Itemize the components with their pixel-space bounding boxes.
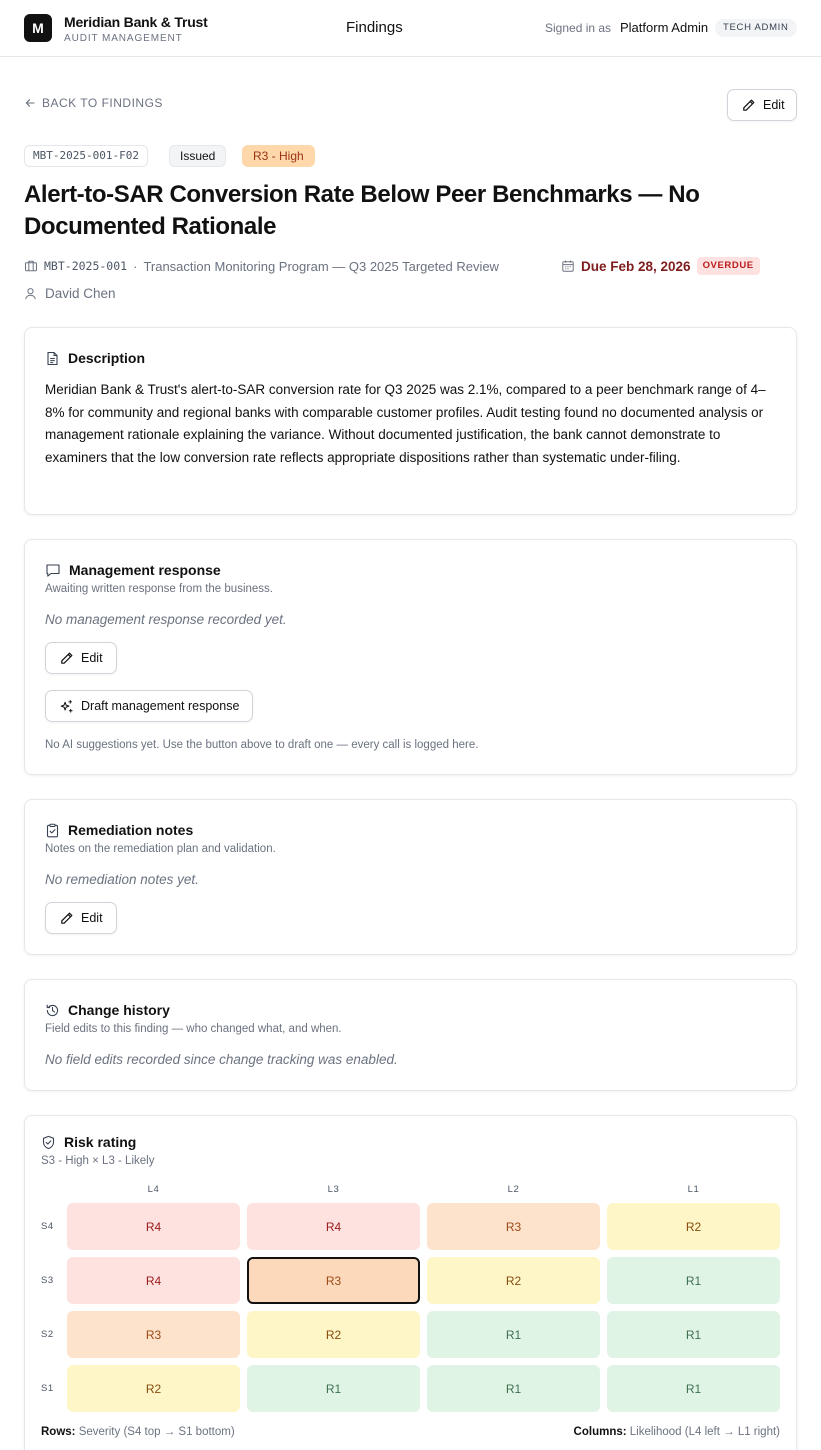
audit-code[interactable]: MBT-2025-001 bbox=[44, 259, 128, 273]
change-history-heading bbox=[45, 1002, 170, 1018]
audit-meta-row bbox=[24, 256, 499, 276]
back-link-label: BACK TO FINDINGS bbox=[42, 96, 163, 110]
overdue-badge: OVERDUE bbox=[697, 257, 760, 275]
owner bbox=[24, 284, 116, 302]
description-heading bbox=[45, 350, 145, 366]
matrix-cell[interactable]: R3 bbox=[67, 1311, 240, 1358]
rows-legend-text: Severity (S4 top → S1 bottom) bbox=[78, 1426, 235, 1438]
org-logo[interactable]: M bbox=[24, 14, 52, 42]
top-bar bbox=[0, 0, 821, 57]
matrix-row-label: S4 bbox=[41, 1221, 54, 1232]
management-response-heading-label: Management response bbox=[69, 562, 221, 578]
management-response-empty: No management response recorded yet. bbox=[45, 612, 287, 627]
pencil-icon bbox=[59, 911, 74, 926]
matrix-row-label: S3 bbox=[41, 1275, 54, 1286]
back-to-findings-link[interactable] bbox=[24, 96, 163, 110]
matrix-column-label: L2 bbox=[507, 1184, 520, 1195]
user-icon bbox=[24, 287, 37, 300]
description-heading-label: Description bbox=[68, 350, 146, 366]
change-history-heading-label: Change history bbox=[68, 1002, 170, 1018]
matrix-cell[interactable]: R1 bbox=[607, 1311, 780, 1358]
risk-rating-card bbox=[24, 1115, 797, 1450]
management-response-card bbox=[24, 539, 797, 775]
due-date-text: Due Feb 28, 2026 bbox=[581, 258, 691, 274]
signed-in-user[interactable]: Platform Admin bbox=[620, 20, 709, 35]
signed-in-label: Signed in as bbox=[545, 21, 612, 35]
edit-management-response-button[interactable] bbox=[45, 642, 117, 674]
clipboard-check-icon bbox=[45, 823, 60, 838]
draft-management-response-button[interactable] bbox=[45, 690, 253, 722]
shield-check-icon bbox=[41, 1135, 56, 1150]
arrow-left-icon bbox=[24, 97, 36, 109]
meta-separator: · bbox=[133, 258, 138, 274]
risk-rating-heading-label: Risk rating bbox=[64, 1134, 137, 1150]
edit-finding-button[interactable] bbox=[727, 89, 797, 121]
role-badge: TECH ADMIN bbox=[715, 19, 797, 37]
matrix-row-label: S2 bbox=[41, 1329, 54, 1340]
due-date bbox=[561, 256, 760, 276]
remediation-notes-subtitle: Notes on the remediation plan and validation. bbox=[45, 843, 276, 855]
calendar-icon bbox=[561, 259, 575, 273]
edit-management-response-label: Edit bbox=[81, 651, 103, 665]
columns-legend bbox=[574, 1426, 780, 1438]
status-badge: Issued bbox=[169, 145, 226, 167]
edit-remediation-notes-button[interactable] bbox=[45, 902, 117, 934]
risk-rating-heading bbox=[41, 1134, 136, 1150]
matrix-cell[interactable]: R4 bbox=[67, 1257, 240, 1304]
matrix-cell-selected[interactable]: R3 bbox=[247, 1257, 420, 1304]
matrix-cell[interactable]: R4 bbox=[67, 1203, 240, 1250]
draft-management-response-label: Draft management response bbox=[81, 699, 240, 713]
remediation-notes-heading-label: Remediation notes bbox=[68, 822, 194, 838]
matrix-cell[interactable]: R1 bbox=[427, 1311, 600, 1358]
matrix-column-label: L1 bbox=[687, 1184, 700, 1195]
matrix-cell[interactable]: R4 bbox=[247, 1203, 420, 1250]
edit-remediation-notes-label: Edit bbox=[81, 911, 103, 925]
ai-suggestions-note: No AI suggestions yet. Use the button above to draft one — every call is logged here. bbox=[45, 739, 479, 751]
org-name: Meridian Bank & Trust bbox=[64, 14, 208, 30]
risk-badge: R3 - High bbox=[242, 145, 315, 167]
pencil-icon bbox=[741, 98, 756, 113]
matrix-row-label: S1 bbox=[41, 1383, 54, 1394]
rows-legend bbox=[41, 1426, 235, 1438]
change-history-empty: No field edits recorded since change tracking was enabled. bbox=[45, 1052, 398, 1067]
matrix-cell[interactable]: R1 bbox=[607, 1365, 780, 1412]
change-history-card bbox=[24, 979, 797, 1091]
finding-title: Alert-to-SAR Conversion Rate Below Peer Benchmarks — No Documented Rationale bbox=[24, 181, 700, 240]
sparkles-icon bbox=[59, 699, 74, 714]
description-body: Meridian Bank & Trust's alert-to-SAR conversion rate for Q3 2025 was 2.1%, compared to a peer benchmark range of 4–8% for community and regional banks with comparable customer profiles. Audit testing found no documented analysis or management rationale explaining the variance. Without documented justification, the bank cannot demonstrate to examiners that the low conversion rate reflects appropriate dispositions rather than systematic under-filing. bbox=[45, 382, 766, 466]
page-title: Findings bbox=[346, 19, 403, 36]
edit-button-label: Edit bbox=[763, 98, 785, 112]
matrix-cell[interactable]: R1 bbox=[607, 1257, 780, 1304]
finding-id-pill: MBT-2025-001-F02 bbox=[24, 145, 148, 167]
history-icon bbox=[45, 1003, 60, 1018]
remediation-notes-card bbox=[24, 799, 797, 955]
owner-name: David Chen bbox=[45, 285, 116, 301]
columns-legend-text: Likelihood (L4 left → L1 right) bbox=[629, 1426, 780, 1438]
columns-legend-label: Columns: bbox=[573, 1426, 627, 1438]
matrix-cell[interactable]: R2 bbox=[247, 1311, 420, 1358]
matrix-cell[interactable]: R3 bbox=[427, 1203, 600, 1250]
matrix-cell[interactable]: R2 bbox=[427, 1257, 600, 1304]
matrix-cell[interactable]: R1 bbox=[247, 1365, 420, 1412]
matrix-cell[interactable]: R2 bbox=[67, 1365, 240, 1412]
matrix-column-label: L4 bbox=[147, 1184, 160, 1195]
org-subtitle: AUDIT MANAGEMENT bbox=[64, 33, 183, 44]
description-card bbox=[24, 327, 797, 515]
management-response-subtitle: Awaiting written response from the business. bbox=[45, 583, 273, 595]
management-response-heading bbox=[45, 562, 221, 578]
remediation-notes-heading bbox=[45, 822, 193, 838]
matrix-cell[interactable]: R2 bbox=[607, 1203, 780, 1250]
risk-rating-subtitle: S3 - High × L3 - Likely bbox=[41, 1155, 155, 1167]
document-icon bbox=[45, 351, 60, 366]
remediation-notes-empty: No remediation notes yet. bbox=[45, 872, 199, 887]
pencil-icon bbox=[59, 651, 74, 666]
matrix-cell[interactable]: R1 bbox=[427, 1365, 600, 1412]
chat-bubble-icon bbox=[45, 563, 61, 578]
rows-legend-label: Rows: bbox=[41, 1426, 76, 1438]
matrix-column-label: L3 bbox=[327, 1184, 340, 1195]
briefcase-icon bbox=[24, 259, 38, 273]
audit-name[interactable]: Transaction Monitoring Program — Q3 2025 Targeted Review bbox=[143, 258, 499, 274]
change-history-subtitle: Field edits to this finding — who changed what, and when. bbox=[45, 1023, 342, 1035]
